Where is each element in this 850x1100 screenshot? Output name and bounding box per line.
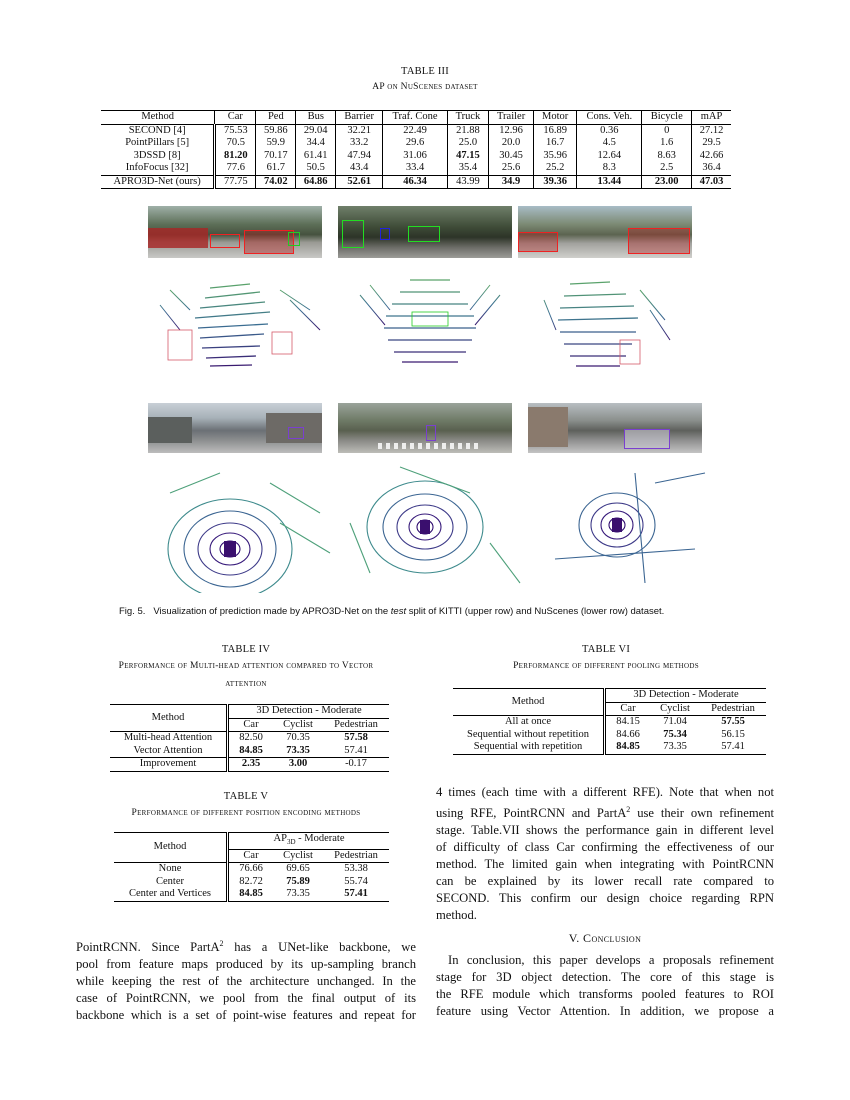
table3-cell: 35.96: [534, 150, 577, 163]
table4-title-line1: Performance of Multi-head attention compared to Vector: [118, 661, 374, 671]
text-line: of difficulty of class Car confirming the effectiveness of our: [436, 840, 774, 855]
table3-column-header: Bicycle: [642, 111, 692, 125]
table3-cell: 61.41: [296, 150, 336, 163]
table-row: [110, 732, 389, 745]
table3-cell: 25.6: [489, 162, 534, 175]
table3-cell: 35.4: [447, 162, 488, 175]
table3-label: TABLE III: [401, 66, 449, 77]
table3-title: AP on NuScenes dataset: [372, 82, 478, 92]
table3-cell: 46.34: [383, 175, 448, 189]
table3-method-cell: PointPillars [5]: [101, 137, 215, 150]
table3-cell: 0.36: [577, 124, 642, 137]
text-line: the RFE module which transforms pooled features to ROI: [436, 987, 774, 1001]
table3-cell: 1.6: [642, 137, 692, 150]
table5-cell: 55.74: [344, 875, 368, 887]
table3-column-header: Cons. Veh.: [577, 111, 642, 125]
table3-column-header: Bus: [296, 111, 336, 125]
table3-cell: 42.66: [699, 149, 724, 161]
table6: [453, 688, 766, 755]
table5-group-header-sub: 3D: [286, 838, 296, 847]
table3-cell: 47.94: [336, 150, 383, 163]
table3-column-header: Traf. Cone: [383, 111, 448, 125]
table5-cell: Center and Vertices: [114, 888, 228, 901]
conclusion-heading: V. Conclusion: [568, 931, 642, 945]
table5-cell: 73.35: [286, 888, 310, 900]
kitti-pointcloud-2: [340, 270, 520, 380]
table3-cell: 8.3: [577, 162, 642, 175]
table6-cell: 57.55: [700, 716, 766, 729]
table4-cell: 2.35: [228, 758, 274, 772]
table3-cell: 77.75: [215, 175, 256, 189]
table3-cell: 70.5: [215, 137, 256, 150]
table3-method-cell: APRO3D-Net (ours): [101, 175, 215, 189]
table6-group-header: 3D Detection - Moderate: [633, 689, 739, 700]
table5-cell: 76.66: [228, 863, 274, 876]
table3-column-header: Car: [215, 111, 256, 125]
table3: [101, 110, 731, 189]
table3-cell: 43.4: [336, 162, 383, 175]
table3-header-row: [101, 111, 731, 125]
table6-cell: 71.04: [650, 716, 700, 729]
table4-label: TABLE IV: [221, 644, 271, 655]
figure-5-label: Fig. 5.: [119, 606, 146, 617]
table6-cell: 57.41: [721, 741, 745, 752]
table4-subheader: Pedestrian: [323, 718, 389, 732]
text-line: pool from feature maps produced by its up-sampling branch: [76, 957, 416, 972]
nuscenes-image-2: [338, 403, 512, 453]
text-line: case of PointRCNN, we pool from the final output of its: [76, 991, 416, 1006]
table3-column-header: mAP: [692, 111, 731, 125]
table3-cell: 39.36: [534, 175, 577, 189]
table4-cell: 73.35: [286, 744, 310, 756]
table3-cell: 13.44: [577, 175, 642, 189]
text-span: has a UNet-like backbone, we: [223, 940, 416, 955]
table3-cell: 74.02: [256, 175, 296, 189]
table6-cell: Sequential with repetition: [453, 741, 605, 754]
table-row: [453, 741, 766, 754]
table-row: [101, 124, 731, 137]
table3-cell: 20.0: [489, 137, 534, 150]
kitti-pointcloud-3: [530, 270, 710, 380]
text-line: In conclusion, this paper develops a proposals refinement: [448, 953, 774, 967]
table5-cell: Center: [114, 876, 228, 889]
table3-cell: 77.6: [215, 162, 256, 175]
table6-subheader: Cyclist: [650, 702, 700, 716]
table6-cell: 84.85: [616, 741, 640, 752]
table3-cell: 0: [642, 124, 692, 137]
table5-cell: 75.89: [286, 875, 310, 887]
text-line: stage for 3D object detection. The core of this stage is: [436, 970, 774, 984]
right-paragraph: [436, 784, 774, 924]
table3-cell: 64.86: [296, 175, 336, 189]
text-line: [76, 935, 416, 956]
table-row: [453, 729, 766, 742]
table3-cell: 43.99: [447, 175, 488, 189]
table4-cell: Improvement: [110, 758, 228, 772]
table3-cell: 16.7: [534, 137, 577, 150]
table5-group-header: [228, 833, 390, 850]
table3-cell: 31.06: [383, 150, 448, 163]
table5-group-header-ap: AP: [273, 833, 287, 844]
table6-cell: 84.66: [616, 728, 640, 740]
figure-5-caption-text-a: Visualization of prediction made by APRO3D-Net on the: [153, 606, 391, 617]
table4-cell: 84.85: [239, 744, 263, 756]
table3-cell: 33.4: [383, 162, 448, 175]
text-line: stage. Table.VII shows the performance gain in different level: [436, 823, 774, 838]
figure-5-caption-text-b: split of KITTI (upper row) and NuScenes (lower row) dataset.: [406, 606, 665, 617]
table-row: [114, 876, 389, 889]
table3-cell: 4.5: [577, 137, 642, 150]
table5-group-header-rest: - Moderate: [295, 833, 345, 844]
nuscenes-pointcloud-2: [340, 463, 530, 593]
table3-cell: 59.9: [256, 137, 296, 150]
text-span: PointRCNN. Since PartA: [76, 940, 220, 955]
table-row: [453, 716, 766, 729]
table6-title: Performance of different pooling methods: [513, 661, 699, 671]
nuscenes-pointcloud-3: [545, 463, 715, 593]
table5-subheader: Cyclist: [273, 849, 323, 863]
table3-method-header: Method: [101, 111, 215, 125]
table3-cell: 23.00: [642, 175, 692, 189]
text-line: method.: [436, 908, 477, 923]
table3-cell: 25.2: [534, 162, 577, 175]
table4: [110, 704, 389, 772]
table5-title: Performance of different position encoding methods: [131, 808, 361, 818]
table4-method-header: Method: [110, 705, 228, 732]
table3-cell: 50.5: [296, 162, 336, 175]
table3-cell: 47.15: [447, 150, 488, 163]
table5-cell: 57.41: [344, 888, 368, 900]
table3-cell: 32.21: [336, 124, 383, 137]
table-row: [101, 150, 731, 163]
table3-cell: 36.4: [702, 162, 721, 173]
table4-cell: 70.35: [273, 732, 323, 745]
table6-cell: 56.15: [721, 728, 745, 740]
text-line: SECOND. This confirm our design choice regarding RPN: [436, 891, 774, 906]
table6-cell: 84.15: [605, 716, 651, 729]
table3-cell: 16.89: [534, 124, 577, 137]
table6-label: TABLE VI: [581, 644, 631, 655]
table3-cell: 12.64: [577, 150, 642, 163]
text-span: use their own refinement: [630, 806, 774, 821]
table3-cell: 34.9: [489, 175, 534, 189]
table4-title-line2: attention: [225, 679, 267, 689]
table4-cell: 57.58: [323, 732, 389, 745]
table3-method-cell: 3DSSD [8]: [101, 150, 215, 163]
table4-subheader: Car: [228, 718, 274, 732]
table5-method-header: Method: [114, 833, 228, 863]
table5-subheader: Pedestrian: [323, 849, 389, 863]
kitti-image-2: [338, 206, 512, 258]
table4-cell: -0.17: [323, 758, 389, 772]
table3-column-header: Barrier: [336, 111, 383, 125]
table4-cell: Vector Attention: [110, 745, 228, 758]
figure-5-caption-italic: test: [390, 606, 407, 617]
table5-cell: 82.72: [239, 875, 263, 887]
table5-cell: None: [114, 863, 228, 876]
table3-cell: 8.63: [642, 150, 692, 163]
table-row: [110, 758, 389, 772]
nuscenes-image-1: [148, 403, 322, 453]
text-line: method. The limited gain when integrating with PointRCNN: [436, 857, 774, 872]
table6-cell: All at once: [453, 716, 605, 729]
table3-method-cell: SECOND [4]: [101, 124, 215, 137]
table3-cell: 27.12: [699, 124, 724, 136]
table-row: [110, 745, 389, 758]
kitti-image-3: [518, 206, 692, 258]
table-row: [114, 888, 389, 901]
table3-cell: 33.2: [336, 137, 383, 150]
text-line: feature using Vector Attention. In addition, we propose a: [436, 1004, 774, 1018]
table5: [114, 832, 389, 902]
text-line: backbone which is a set of point-wise features and repeat for: [76, 1008, 416, 1023]
table3-column-header: Trailer: [489, 111, 534, 125]
table6-method-header: Method: [453, 689, 605, 716]
table3-cell: 22.49: [383, 124, 448, 137]
table-row: [101, 175, 731, 189]
table6-subheader: Car: [605, 702, 651, 716]
nuscenes-pointcloud-1: [150, 463, 340, 593]
table3-cell: 52.61: [336, 175, 383, 189]
table3-column-header: Ped: [256, 111, 296, 125]
table5-cell: 84.85: [239, 888, 263, 900]
table3-cell: 25.0: [447, 137, 488, 150]
table3-cell: 29.5: [702, 137, 721, 148]
text-line: 4 times (each time with a different RFE). Note that when not: [436, 785, 774, 799]
table3-cell: 21.88: [447, 124, 488, 137]
table4-cell: 82.50: [228, 732, 274, 745]
table3-cell: 59.86: [256, 124, 296, 137]
table6-cell: 75.34: [663, 728, 687, 740]
table4-subheader: Cyclist: [273, 718, 323, 732]
table-row: [101, 162, 731, 175]
table3-cell: 29.04: [296, 124, 336, 137]
table3-cell: 75.53: [215, 124, 256, 137]
table3-cell: 12.96: [489, 124, 534, 137]
table3-column-header: Truck: [447, 111, 488, 125]
table5-cell: 69.65: [273, 863, 323, 876]
table5-cell: 53.38: [323, 863, 389, 876]
table5-label: TABLE V: [223, 791, 269, 802]
table4-cell: 3.00: [273, 758, 323, 772]
text-line: can be explained by its lower recall rate compared to: [436, 874, 774, 889]
table3-cell: 29.6: [383, 137, 448, 150]
table-row: [114, 863, 389, 876]
table4-cell: Multi-head Attention: [110, 732, 228, 745]
superscript: 2: [626, 805, 631, 814]
table3-cell: 47.03: [692, 175, 731, 189]
text-line: while keeping the rest of the architecture unchanged. In the: [76, 974, 416, 989]
table6-cell: 73.35: [663, 741, 687, 752]
table3-method-cell: InfoFocus [32]: [101, 162, 215, 175]
nuscenes-image-3: [528, 403, 702, 453]
table3-column-header: Motor: [534, 111, 577, 125]
kitti-image-1: [148, 206, 322, 258]
table-row: [101, 137, 731, 150]
table4-group-header: 3D Detection - Moderate: [256, 705, 362, 716]
text-span: using RFE, PointRCNN and PartA: [436, 806, 627, 821]
left-paragraph: [76, 935, 416, 1024]
kitti-pointcloud-1: [150, 270, 330, 380]
table6-subheader: Pedestrian: [700, 702, 766, 716]
figure-5-caption: [119, 606, 759, 617]
table3-cell: 81.20: [215, 150, 256, 163]
table3-cell: 30.45: [489, 150, 534, 163]
table6-cell: Sequential without repetition: [453, 729, 605, 742]
text-line: [436, 801, 774, 822]
conclusion-paragraph: [436, 952, 774, 1020]
table5-subheader: Car: [228, 849, 274, 863]
table4-cell: 57.41: [344, 744, 368, 756]
table3-cell: 61.7: [256, 162, 296, 175]
table3-cell: 2.5: [642, 162, 692, 175]
table3-cell: 70.17: [256, 150, 296, 163]
superscript: 2: [219, 939, 224, 948]
table3-cell: 34.4: [296, 137, 336, 150]
